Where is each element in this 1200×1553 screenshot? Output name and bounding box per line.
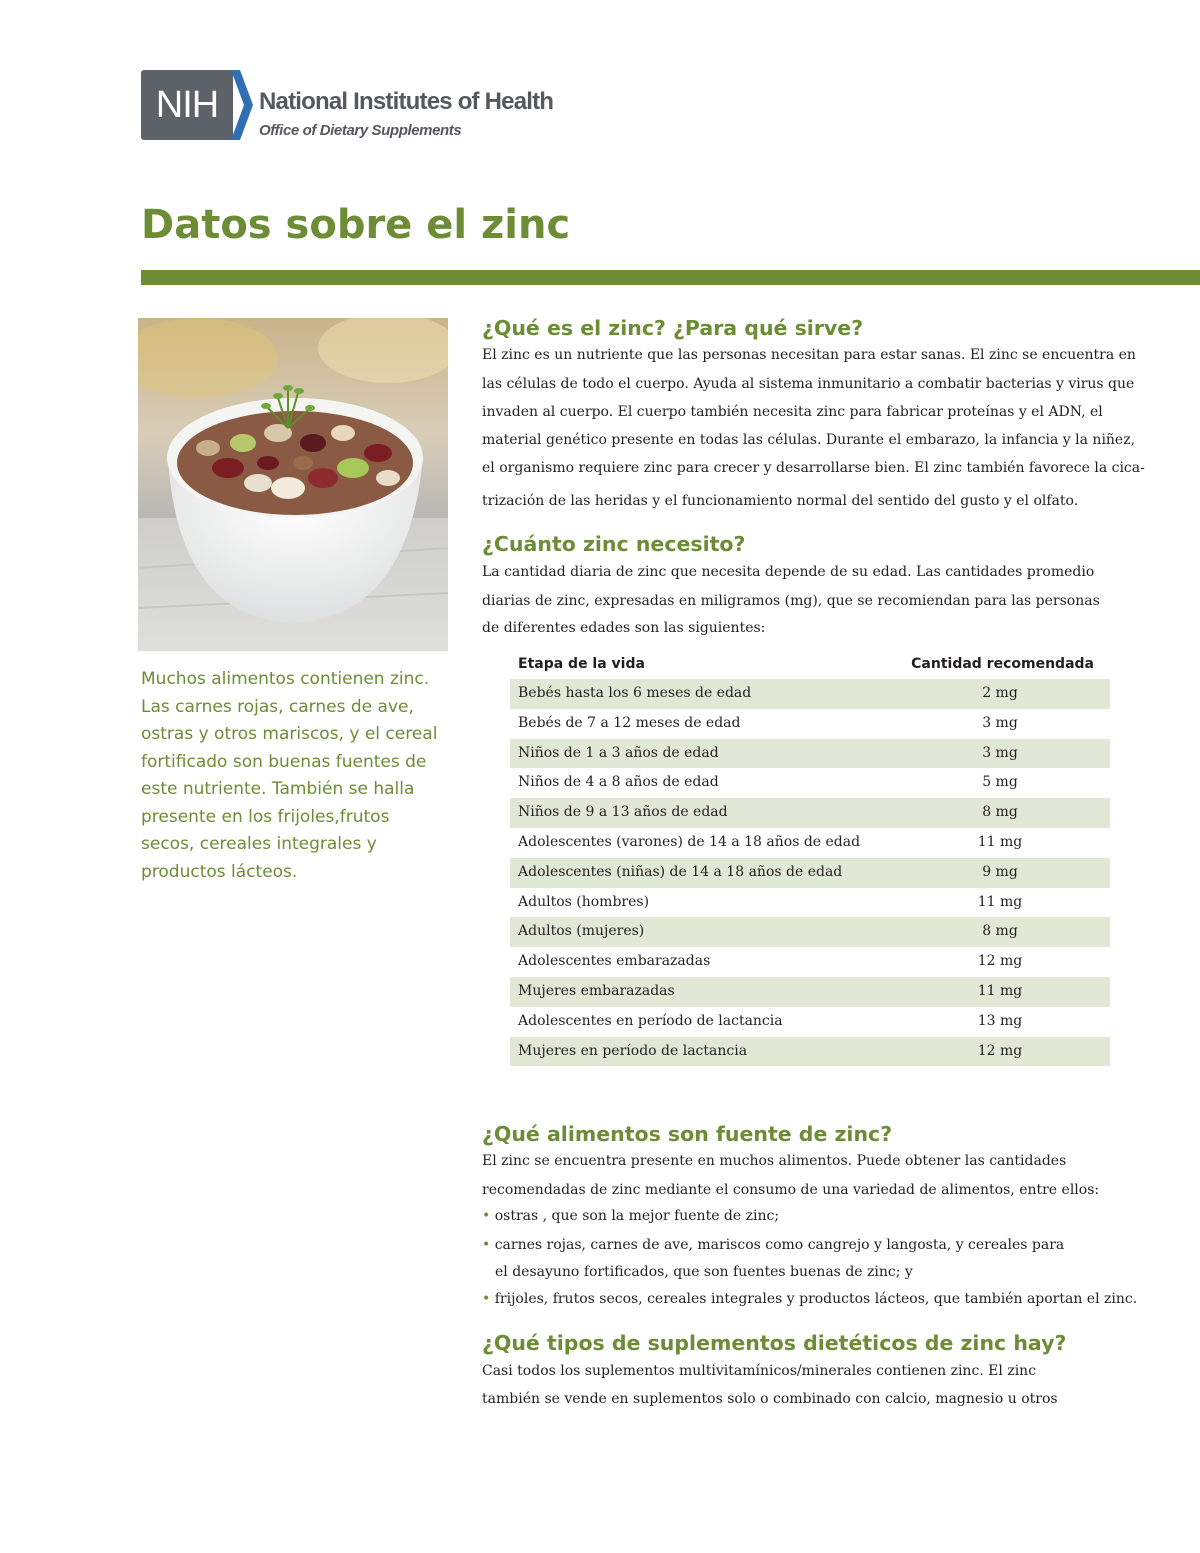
table-row xyxy=(510,977,1110,1007)
bullet-text: frijoles, frutos secos, cereales integrales y productos lácteos, que también aportan el zinc. xyxy=(494,1291,1138,1307)
bullet-item xyxy=(482,1237,1064,1253)
life-stage-cell: Adolescentes en período de lactancia xyxy=(518,1012,783,1029)
bullet-icon: • xyxy=(482,1208,491,1224)
amount-cell: 5 mg xyxy=(982,774,1018,791)
section-heading-food-sources: ¿Qué alimentos son fuente de zinc? xyxy=(482,1122,893,1146)
table-row xyxy=(510,768,1110,798)
amount-cell: 12 mg xyxy=(977,1042,1023,1059)
table-row xyxy=(510,1007,1110,1037)
table-row xyxy=(510,1037,1110,1067)
bullet-item xyxy=(482,1208,779,1224)
body-line: El zinc es un nutriente que las personas necesitan para estar sanas. El zinc se encuentra en xyxy=(482,347,1136,363)
section-heading-what-is-zinc: ¿Qué es el zinc? ¿Para qué sirve? xyxy=(482,316,864,340)
life-stage-cell: Niños de 9 a 13 años de edad xyxy=(518,804,728,821)
life-stage-cell: Mujeres en período de lactancia xyxy=(518,1042,748,1059)
table-header xyxy=(510,652,1110,679)
body-line: también se vende en suplementos solo o combinado con calcio, magnesio u otros xyxy=(482,1391,1058,1407)
table-row xyxy=(510,858,1110,888)
life-stage-cell: Bebés de 7 a 12 meses de edad xyxy=(518,714,741,731)
amount-cell: 12 mg xyxy=(977,953,1023,970)
section-heading-supplement-types: ¿Qué tipos de suplementos dietéticos de zinc hay? xyxy=(482,1331,1067,1355)
column-header-amount: Cantidad recomendada xyxy=(911,656,1094,672)
amount-cell: 2 mg xyxy=(982,685,1018,701)
logo-title: National Institutes of Health xyxy=(259,88,554,115)
nih-logo xyxy=(141,70,611,142)
body-line: las células de todo el cuerpo. Ayuda al sistema inmunitario a combatir bacterias y virus que xyxy=(482,376,1135,392)
body-line: trización de las heridas y el funcionamiento normal del sentido del gusto y el olfato. xyxy=(482,493,1079,509)
bean-salad-illustration xyxy=(138,318,448,651)
chevron-right-icon xyxy=(231,70,253,140)
table-row xyxy=(510,709,1110,739)
amount-cell: 11 mg xyxy=(977,982,1023,999)
bullet-text: carnes rojas, carnes de ave, mariscos como cangrejo y langosta, y cereales para xyxy=(494,1237,1065,1253)
table-row xyxy=(510,798,1110,828)
amount-cell: 13 mg xyxy=(977,1012,1023,1029)
table-row xyxy=(510,888,1110,918)
life-stage-cell: Niños de 4 a 8 años de edad xyxy=(518,774,719,791)
amount-cell: 8 mg xyxy=(982,804,1018,821)
amount-cell: 11 mg xyxy=(977,833,1023,850)
amount-cell: 11 mg xyxy=(977,893,1023,910)
zinc-recommendation-table xyxy=(510,652,1110,1066)
nih-logo-mark: NIH xyxy=(141,70,233,140)
bean-salad-bowl-photo xyxy=(138,318,448,651)
table-row xyxy=(510,828,1110,858)
amount-cell: 9 mg xyxy=(982,863,1018,880)
body-line: material genético presente en todas las células. Durante el embarazo, la infancia y la niñez, xyxy=(482,432,1136,448)
life-stage-cell: Niños de 1 a 3 años de edad xyxy=(518,744,719,761)
body-line: Casi todos los suplementos multivitamínicos/minerales contienen zinc. El zinc xyxy=(482,1363,1037,1379)
life-stage-cell: Adolescentes embarazadas xyxy=(518,953,711,970)
amount-cell: 3 mg xyxy=(982,714,1018,731)
table-row xyxy=(510,679,1110,709)
table-row xyxy=(510,917,1110,947)
bullet-text: ostras , que son la mejor fuente de zinc; xyxy=(494,1208,780,1224)
table-row xyxy=(510,947,1110,977)
title-rule xyxy=(141,270,1200,285)
photo-caption: Muchos alimentos contienen zinc. Las carnes rojas, carnes de ave, ostras y otros mariscos, y el cereal fortificado son buenas fuentes de este nutriente. También se halla presente en los frijoles,frutos secos, cereales integrales y productos lácteos. xyxy=(141,669,438,882)
section-heading-how-much-zinc: ¿Cuánto zinc necesito? xyxy=(482,532,746,556)
life-stage-cell: Adultos (mujeres) xyxy=(518,923,645,940)
bullet-continuation: el desayuno fortificados, que son fuentes buenas de zinc; y xyxy=(495,1264,913,1280)
amount-cell: 3 mg xyxy=(982,744,1018,761)
page-title: Datos sobre el zinc xyxy=(141,202,571,248)
body-line: el organismo requiere zinc para crecer y desarrollarse bien. El zinc también favorece la cica- xyxy=(482,460,1145,476)
bullet-icon: • xyxy=(482,1237,491,1253)
table-row xyxy=(510,739,1110,769)
life-stage-cell: Bebés hasta los 6 meses de edad xyxy=(518,685,752,701)
logo-subtitle: Office of Dietary Supplements xyxy=(259,122,462,139)
life-stage-cell: Adolescentes (varones) de 14 a 18 años de edad xyxy=(518,833,861,850)
column-header-life-stage: Etapa de la vida xyxy=(518,656,645,672)
life-stage-cell: Adultos (hombres) xyxy=(518,893,650,910)
bullet-icon: • xyxy=(482,1291,491,1307)
life-stage-cell: Mujeres embarazadas xyxy=(518,982,675,999)
body-line: de diferentes edades son las siguientes: xyxy=(482,620,766,636)
body-line: El zinc se encuentra presente en muchos alimentos. Puede obtener las cantidades xyxy=(482,1153,1067,1169)
body-line: La cantidad diaria de zinc que necesita depende de su edad. Las cantidades promedio xyxy=(482,564,1095,580)
body-line: invaden al cuerpo. El cuerpo también necesita zinc para fabricar proteínas y el ADN, el xyxy=(482,404,1103,420)
bullet-item xyxy=(482,1291,1137,1307)
amount-cell: 8 mg xyxy=(982,923,1018,940)
life-stage-cell: Adolescentes (niñas) de 14 a 18 años de edad xyxy=(518,863,843,880)
body-line: diarias de zinc, expresadas en miligramos (mg), que se recomiendan para las personas xyxy=(482,593,1100,609)
body-line: recomendadas de zinc mediante el consumo de una variedad de alimentos, entre ellos: xyxy=(482,1182,1100,1198)
